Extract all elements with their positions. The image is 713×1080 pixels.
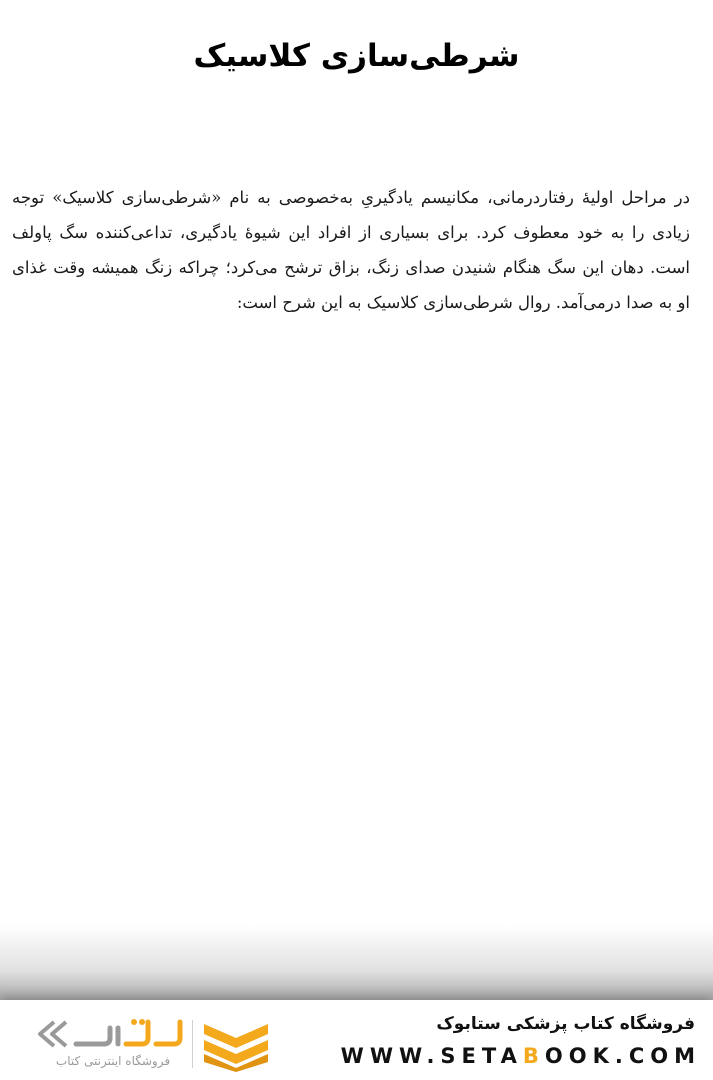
footer-banner[interactable] — [0, 1000, 713, 1080]
bottom-shadow-fade — [0, 925, 713, 1001]
logo-subtitle: فروشگاه اینترنتی کتاب — [55, 1054, 171, 1068]
footer-website-link[interactable] — [341, 1044, 701, 1068]
body-paragraph: در مراحل اولیهٔ رفتاردرمانی، مکانیسم یادگیریِ به‌خصوصی به نام «شرطی‌سازی کلاسیک» توجه زیادی را به خود معطوف کرد. برای بسیاری از افراد این شیوهٔ یادگیری، تداعی‌کننده سگ پاولف است. دهان این سگ هنگام شنیدن صدای زنگ، بزاق ترشح می‌کرد؛ چراکه زنگ همیشه وقت غذای او به صدا درمی‌آمد. روال شرطی‌سازی کلاسیک به این شرح است: — [12, 188, 690, 312]
footer-store-name: فروشگاه کتاب پزشکی ستابوک — [436, 1014, 695, 1034]
logo-divider — [192, 1020, 193, 1068]
url-suffix: OOK.COM — [544, 1044, 701, 1068]
page-title: شرطی‌سازی کلاسیک — [193, 38, 520, 74]
setabook-chevron-logo-icon — [200, 1018, 272, 1072]
url-prefix: WWW.SETA — [340, 1044, 523, 1068]
setabook-logo[interactable] — [34, 1012, 274, 1074]
url-highlight: B — [522, 1044, 545, 1068]
setabook-wordmark-icon — [34, 1014, 184, 1054]
